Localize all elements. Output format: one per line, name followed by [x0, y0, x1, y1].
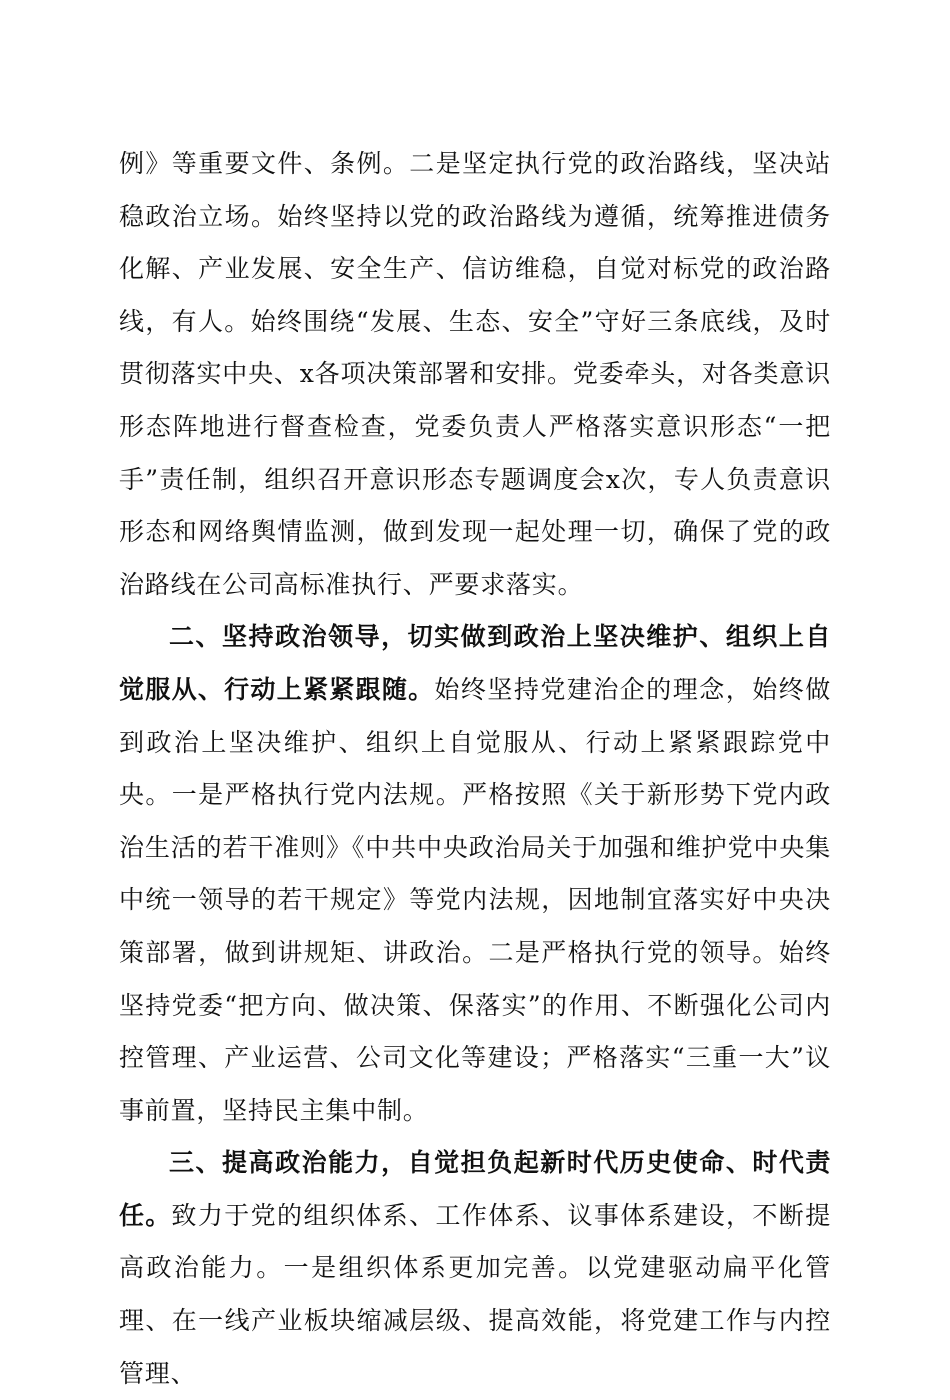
section-3-body: 致力于党的组织体系、工作体系、议事体系建设，不断提高政治能力。一是组织体系更加完善。以党建驱动扁平化管理、在一线产业板块缩减层级、提高效能，将党建工作与内控管理、	[119, 1200, 831, 1388]
section-2-heading: 二、坚持政治领导，切实做到政治上坚决维护、组织上自觉服从、行动上紧紧跟随。	[119, 622, 831, 704]
section-3-heading: 三、提高政治能力，自觉担负起新时代历史使命、时代责任。	[119, 1148, 831, 1230]
paragraph-continuation: 例》等重要文件、条例。二是坚定执行党的政治路线，坚决站稳政治立场。始终坚持以党的政治路线为遵循，统筹推进债务化解、产业发展、安全生产、信访维稳，自觉对标党的政治路线，有人。始终围绕“发展、生态、安全”守好三条底线，及时贯彻落实中央、x各项决策部署和安排。党委牵头，对各类意识形态阵地进行督查检查，党委负责人严格落实意识形态“一把手”责任制，组织召开意识形态专题调度会x次，专人负责意识形态和网络舆情监测，做到发现一起处理一切，确保了党的政治路线在公司高标准执行、严要求落实。	[119, 149, 831, 599]
paragraph-section-2	[119, 611, 831, 1137]
document-body	[119, 138, 831, 1400]
section-2-body: 始终坚持党建治企的理念，始终做到政治上坚决维护、组织上自觉服从、行动上紧紧跟踪党中央。一是严格执行党内法规。严格按照《关于新形势下党内政治生活的若干准则》《中共中央政治局关于加强和维护党中央集中统一领导的若干规定》等党内法规，因地制宜落实好中央决策部署，做到讲规矩、讲政治。二是严格执行党的领导。始终坚持党委“把方向、做决策、保落实”的作用、不断强化公司内控管理、产业运营、公司文化等建设；严格落实“三重一大”议事前置，坚持民主集中制。	[119, 674, 831, 1125]
paragraph-section-3	[119, 1137, 831, 1400]
